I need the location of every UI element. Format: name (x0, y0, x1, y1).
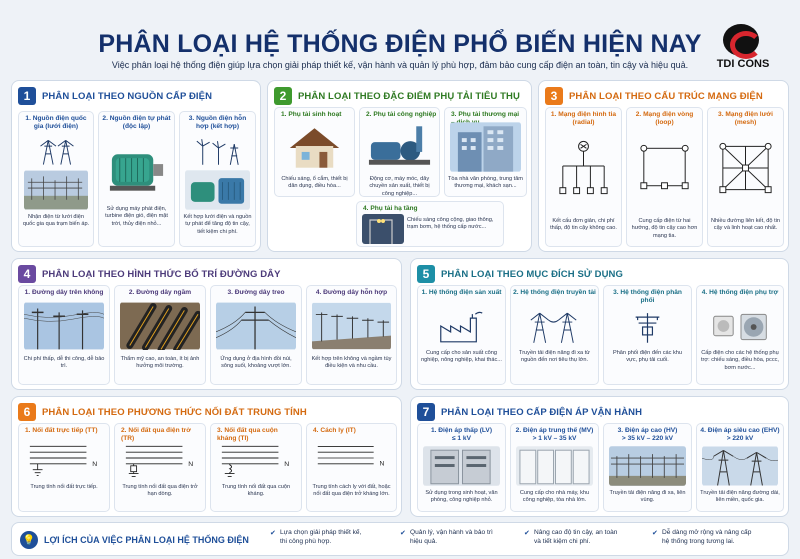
card-grounding-tr: 2. Nối đất qua điện trở (TR) N Trung tính nối đất qua điện trở hạn dòng. (114, 423, 206, 512)
transmission-tower-icon (516, 310, 593, 344)
grounding-tt-diagram (24, 438, 104, 478)
distribution-pole-icon (609, 310, 686, 344)
section-number: 6 (18, 403, 36, 421)
hybrid-line-photo (312, 302, 391, 350)
card-extra-high-voltage: 4. Điện áp siêu cao (EHV) > 220 kV Truyền tải điện năng đường dài, liên miền, quốc gia. (696, 423, 784, 512)
card-grounding-tt: 1. Nối đất trực tiếp (TT) N Trung tính nối đất trực tiếp. (18, 423, 110, 512)
company-logo (708, 24, 778, 74)
benefit-item: ✔ Nâng cao độ tin cậy, an toàn và tiết kiệm chi phí. (524, 529, 617, 547)
lv-switchboard-photo (423, 446, 500, 486)
card-medium-voltage: 2. Điện áp trung thế (MV) > 1 kV – 35 kV Cung cấp cho nhà máy, khu công nghiệp, tòa nhà lớn. (510, 423, 599, 512)
benefit-item: ✔ Dễ dàng mở rộng và nâng cấp hệ thống trong tương lai. (652, 529, 751, 547)
section-title: PHÂN LOẠI THEO CẤP ĐIỆN ÁP VẬN HÀNH (441, 406, 643, 418)
hybrid-equipment-photo (185, 170, 250, 210)
pylon-icon (24, 136, 88, 166)
ehv-tower-photo (702, 446, 778, 486)
section-title: PHÂN LOẠI THEO NGUỒN CẤP ĐIỆN (42, 90, 213, 102)
section-voltage-level (410, 396, 789, 517)
logo-text: TDI CONS (716, 58, 770, 70)
card-infrastructure-load: 4. Phụ tải hạ tầng Chiếu sáng công cộng, giao thông, trạm bơm, hệ thống cấp nước... (356, 201, 504, 247)
svg-text:N: N (92, 460, 98, 468)
card-residential-load: 1. Phụ tải sinh hoạt Chiếu sáng, ổ cắm, thiết bị dân dụng, điều hòa... (274, 107, 355, 197)
card-industrial-load: 2. Phụ tải công nghiệp Động cơ, máy móc, dây chuyền sản xuất, thiết bị công nghiệp... (359, 107, 440, 197)
mv-switchgear-photo (516, 446, 593, 486)
section-power-source (11, 80, 261, 252)
wind-turbine-icon (185, 136, 250, 166)
grounding-it-diagram (312, 438, 391, 478)
card-transmission-system: 2. Hệ thống điện truyền tải Truyền tải điện năng đi xa từ nguồn đến nơi tiêu thụ lớn. (510, 285, 599, 385)
radial-diagram (551, 136, 616, 200)
card-grounding-it: 4. Cách ly (IT) N Trung tính cách ly với đất, hoặc nối đất qua điện trở kháng lớn. (306, 423, 397, 512)
svg-text:N: N (188, 460, 194, 468)
suspended-line-photo (216, 302, 296, 350)
card-auxiliary-system: 4. Hệ thống điện phụ trợ Cấp điện cho các hệ thống phụ trợ: chiếu sáng, điều hòa, pccc, bơm nước... (696, 285, 784, 385)
section-title: PHÂN LOẠI THEO MỤC ĐÍCH SỬ DỤNG (441, 268, 623, 280)
card-grounding-ti: 3. Nối đất qua cuộn kháng (TI) N Trung tính nối đất qua cuộn kháng. (210, 423, 302, 512)
card-commercial-load: 3. Phụ tải thương mại Tòa nhà văn phòng, trung tâm thương mại, khách sạn... (444, 107, 527, 197)
card-production-system: 1. Hệ thống điện sản xuất Cung cấp cho sản xuất công nghiệp, nông nghiệp, khai thác... (417, 285, 506, 385)
pump-motor-icon (365, 122, 434, 172)
card-underground-line: 2. Đường dây ngầm Thẩm mỹ cao, an toàn, ít bị ảnh hưởng môi trường. (114, 285, 206, 385)
hv-substation-photo (609, 446, 686, 486)
card-radial-network: 1. Mạng điện hình tia (radial) Kết cấu đơn giản, chi phí thấp, độ tin cậy không cao. (545, 107, 622, 247)
section-number: 3 (545, 87, 563, 105)
section-number: 4 (18, 265, 36, 283)
card-hybrid-line: 4. Đường dây hỗn hợp Kết hợp trên không và ngầm tùy điều kiện và nhu cầu. (306, 285, 397, 385)
underground-cable-photo (120, 302, 200, 350)
lightbulb-icon: 💡 (20, 531, 38, 549)
card-hybrid-source: 3. Nguồn điện hỗn hợp (kết hợp) Kết hợp lưới điện và nguồn tự phát để tăng độ tin cậy, tiết kiệm chi phí. (179, 111, 256, 247)
generator-icon (104, 140, 169, 200)
page-title: PHÂN LOẠI HỆ THỐNG ĐIỆN PHỔ BIẾN HIỆN NAY (98, 30, 702, 58)
svg-text:N: N (284, 460, 290, 468)
section-title: PHÂN LOẠI THEO ĐẶC ĐIỂM PHỤ TẢI TIÊU THỤ (298, 90, 520, 102)
benefit-item: ✔ Quản lý, vận hành và bảo trì hiệu quả. (400, 529, 493, 547)
section-load-type (267, 80, 532, 252)
card-high-voltage: 3. Điện áp cao (HV) > 35 kV – 220 kV Truyền tải điện năng đi xa, liên vùng. (603, 423, 692, 512)
substation-photo (24, 170, 88, 210)
section-title: PHÂN LOẠI THEO PHƯƠNG THỨC NỐI ĐẤT TRUNG TÍNH (42, 406, 307, 418)
street-light-icon (362, 214, 404, 244)
section-number: 5 (417, 265, 435, 283)
benefit-item: ✔ Lựa chọn giải pháp thiết kế, thi công phù hợp. (270, 529, 361, 547)
card-mesh-network: 3. Mạng điện lưới (mesh) Nhiều đường liên kết, độ tin cậy và linh hoạt cao nhất. (707, 107, 784, 247)
card-loop-network: 2. Mạng điện vòng (loop) Cung cấp điện từ hai hướng, độ tin cậy cao hơn mạng tia. (626, 107, 703, 247)
house-icon (280, 122, 349, 172)
card-grid-source: 1. Nguồn điện quốc gia (lưới điện) Nhận điện từ lưới điện quốc gia qua trạm biến áp. (18, 111, 94, 247)
card-suspended-line: 3. Đường dây treo Ứng dụng ở địa hình đồi núi, sông suối, khoảng vượt lớn. (210, 285, 302, 385)
section-line-layout (11, 258, 402, 390)
section-network-structure (538, 80, 789, 252)
benefits-title: LỢI ÍCH CỦA VIỆC PHÂN LOẠI HỆ THỐNG ĐIỆN (44, 535, 249, 545)
office-building-icon (450, 122, 521, 172)
card-distribution-system: 3. Hệ thống điện phân phối Phân phối điện đến các khu vực, phụ tải cuối. (603, 285, 692, 385)
header (0, 0, 800, 74)
benefits-bar (11, 522, 789, 556)
section-number: 7 (417, 403, 435, 421)
factory-icon (423, 310, 500, 344)
card-low-voltage: 1. Điện áp thấp (LV) ≤ 1 kV Sử dụng trong sinh hoạt, văn phòng, công nghiệp nhỏ. (417, 423, 506, 512)
auxiliary-equipment-icon (702, 310, 778, 344)
mesh-diagram (713, 136, 778, 200)
card-overhead-line: 1. Đường dây trên không Chi phí thấp, dễ thi công, dễ bảo trì. (18, 285, 110, 385)
logo-icon (723, 24, 759, 56)
loop-diagram (632, 136, 697, 200)
svg-text:N: N (379, 460, 385, 468)
section-number: 1 (18, 87, 36, 105)
overhead-line-photo (24, 302, 104, 350)
section-neutral-grounding (11, 396, 402, 517)
section-title: PHÂN LOẠI THEO HÌNH THỨC BỐ TRÍ ĐƯỜNG DÂY (42, 268, 281, 280)
section-purpose (410, 258, 789, 390)
grounding-tr-diagram (120, 438, 200, 478)
page-subtitle: Việc phân loại hệ thống điện giúp lựa chọn giải pháp thiết kế, vận hành và quản lý phù hợp, đảm bảo cung cấp điện an toàn, tin cậy và hiệu quả. (111, 60, 689, 70)
section-title: PHÂN LOẠI THEO CẤU TRÚC MẠNG ĐIỆN (569, 90, 763, 102)
card-independent-source: 2. Nguồn điện tự phát (độc lập) Sử dụng máy phát điện, turbine điện gió, điện mặt trời, thủy điện nhỏ... (98, 111, 175, 247)
grounding-ti-diagram (216, 438, 296, 478)
section-number: 2 (274, 87, 292, 105)
